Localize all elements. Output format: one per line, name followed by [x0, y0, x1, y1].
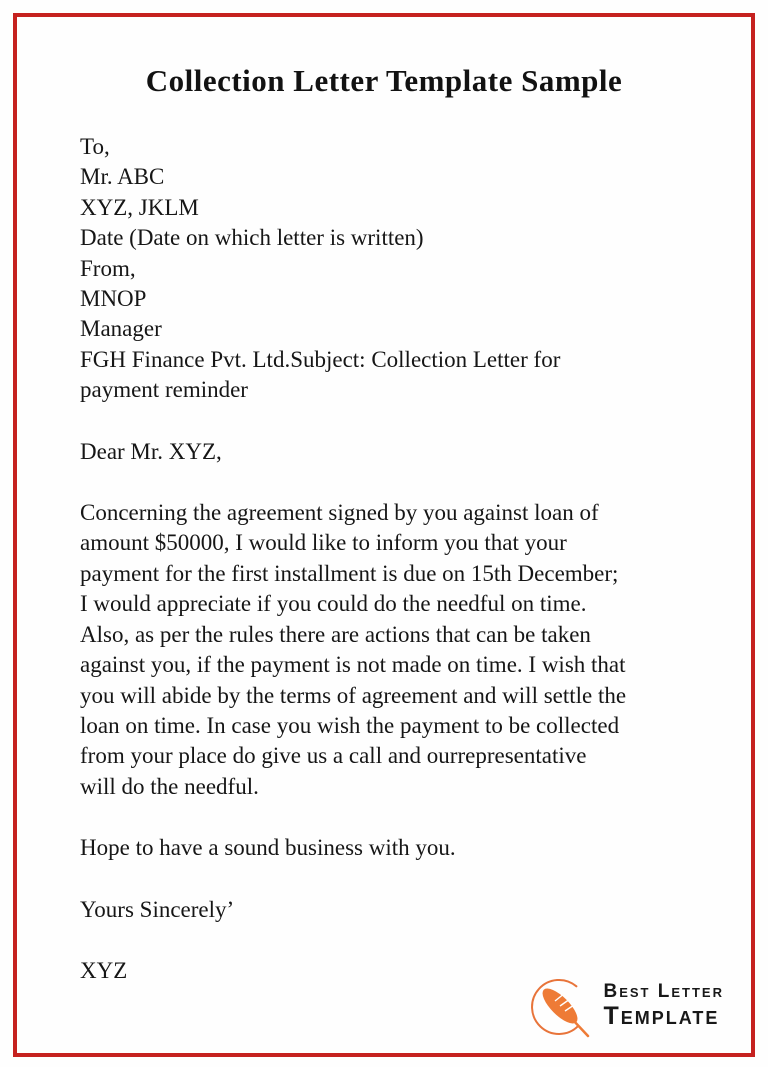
body-paragraph — [80, 498, 698, 802]
salutation: Dear Mr. XYZ, — [80, 438, 222, 464]
closing-line: Hope to have a sound business with you. — [80, 835, 456, 861]
page-title: Collection Letter Template Sample — [145, 63, 623, 98]
recipient-block — [80, 132, 698, 406]
brand-logo — [527, 973, 724, 1045]
letter-line: against you, if the payment is not made on time. I wish that — [80, 652, 626, 678]
letter-line: loan on time. In case you wish the payment to be collected — [80, 712, 620, 738]
letter-line: To, — [80, 134, 110, 159]
letter-line: I would appreciate if you could do the needful on time. — [80, 591, 587, 617]
feather-quill-icon — [527, 973, 597, 1045]
sign-off: Yours Sincerely’ — [80, 896, 235, 922]
brand-logo-line2: Template — [603, 1001, 720, 1030]
letter-line: Also, as per the rules there are actions that can be taken — [80, 621, 591, 647]
letter-line: from your place do give us a call and ourrepresentative — [80, 743, 587, 769]
letter-line: payment for the first installment is due on 15th December; — [80, 560, 619, 586]
letter-line: Date (Date on which letter is written) — [80, 225, 424, 251]
letter-line: MNOP — [80, 286, 147, 312]
letter-body — [80, 132, 698, 986]
brand-logo-text — [603, 982, 724, 1037]
letter-line: payment reminder — [80, 377, 248, 403]
letter-line: amount $50000, I would like to inform you that your — [80, 530, 567, 556]
letter-line: XYZ, JKLM — [80, 194, 199, 220]
letter-line: you will abide by the terms of agreement and will settle the — [80, 682, 627, 708]
letter-line: Concerning the agreement signed by you against loan of — [80, 500, 599, 526]
letter-line: FGH Finance Pvt. Ltd.Subject: Collection Letter for — [80, 346, 561, 372]
signature: XYZ — [80, 957, 128, 983]
letter-line: Manager — [80, 316, 162, 342]
brand-logo-line1: Best Letter — [603, 980, 724, 1002]
letter-line: will do the needful. — [80, 773, 259, 799]
letter-line: Mr. ABC — [80, 164, 165, 190]
letter-line: From, — [80, 255, 136, 281]
